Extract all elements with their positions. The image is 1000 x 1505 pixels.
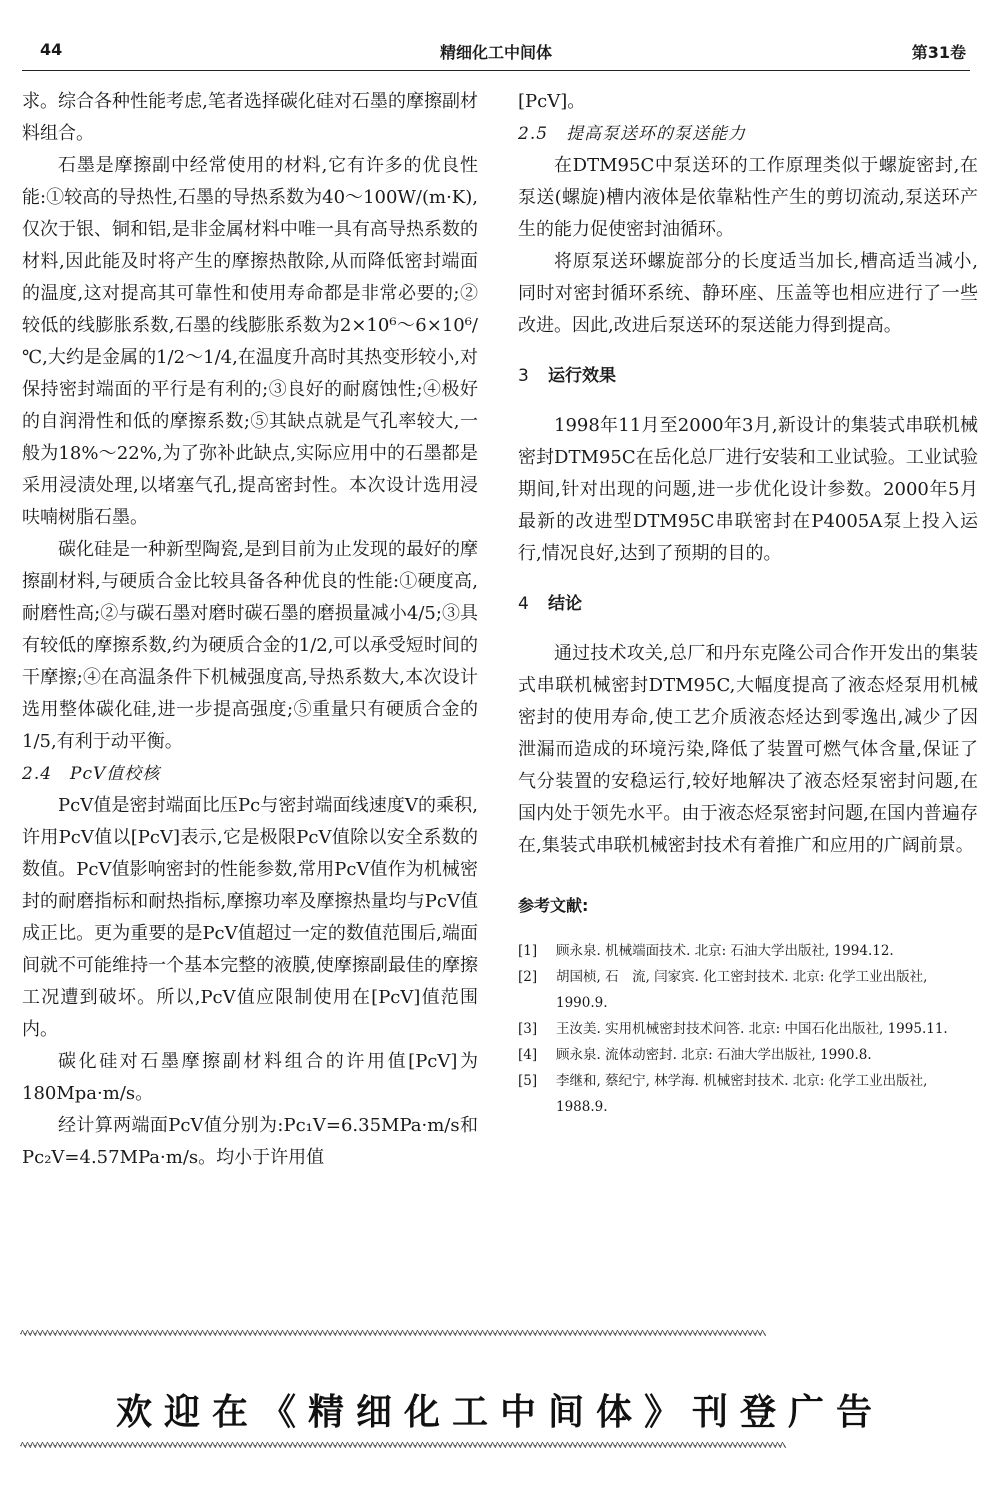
decorative-border-bottom: ﾍﾍﾍﾍﾍﾍﾍﾍﾍﾍﾍﾍﾍﾍﾍﾍﾍﾍﾍﾍﾍﾍﾍﾍﾍﾍﾍﾍﾍﾍﾍﾍﾍﾍﾍﾍﾍﾍﾍﾍﾍﾍﾍﾍﾍﾍﾍﾍﾍﾍﾍﾍﾍﾍﾍﾍﾍﾍﾍﾍﾍﾍﾍﾍﾍﾍﾍﾍﾍﾍﾍﾍﾍﾍﾍﾍﾍﾍﾍﾍﾍﾍﾍﾍﾍﾍﾍﾍﾍﾍﾍﾍﾍﾍﾍﾍﾍﾍﾍﾍﾍﾍﾍﾍﾍﾍﾍﾍﾍﾍﾍﾍﾍﾍﾍﾍﾍﾍﾍﾍﾍﾍﾍﾍﾍﾍﾍﾍﾍﾍﾍﾍﾍﾍﾍﾍﾍﾍﾍﾍﾍﾍﾍﾍﾍﾍﾍﾍﾍﾍﾍﾍﾍ — [20, 1438, 786, 1452]
paragraph-pcv-allowable: 碳化硅对石墨摩擦副材料组合的许用值[PcV]为180Mpa·m/s。 — [22, 1051, 478, 1104]
section-heading-3 — [518, 360, 978, 392]
paragraph-results: 1998年11月至2000年3月,新设计的集装式串联机械密封DTM95C在岳化总厂进行安装和工业试验。工业试验期间,针对出现的问题,进一步优化设计参数。2000年5月最新的改进型DTM95C串联密封在P4005A泵上投入运行,情况良好,达到了预期的目的。 — [518, 415, 978, 564]
volume-label: 第31卷 — [911, 43, 966, 62]
section-number: 3 — [518, 366, 529, 386]
reference-number: [1] — [518, 943, 538, 959]
reference-item — [518, 964, 978, 1016]
running-header — [22, 40, 970, 71]
reference-number: [3] — [518, 1021, 538, 1037]
reference-text: 顾永泉. 机械端面技术. 北京: 石油大学出版社, 1994.12. — [556, 943, 894, 959]
section-title: 运行效果 — [548, 366, 616, 386]
paragraph-silicon-carbide: 碳化硅是一种新型陶瓷,是到目前为止发现的最好的摩擦副材料,与硬质合金比较具备各种优良的性能:①硬度高,耐磨性高;②与碳石墨对磨时碳石墨的磨损量减小4/5;③具有较低的摩擦系数,约为硬质合金的1/2,可以承受短时间的干摩擦;④在高温条件下机械强度高,导热系数大,本次设计选用整体碳化硅,进一步提高强度;⑤重量只有硬质合金的1/5,有利于动平衡。 — [22, 539, 478, 752]
paragraph-pcv-definition: PcV值是密封端面比压Pc与密封端面线速度V的乘积,许用PcV值以[PcV]表示,它是极限PcV值除以安全系数的数值。PcV值影响密封的性能参数,常用PcV值作为机械密封的耐磨指标和耐热指标,摩擦功率及摩擦热量均与PcV值成正比。更为重要的是PcV值超过一定的数值范围后,端面间就不可能维持一个基本完整的液膜,使摩擦副最佳的摩擦工况遭到破坏。所以,PcV值应限制使用在[PcV]值范围内。 — [22, 795, 478, 1040]
paragraph-improvement: 将原泵送环螺旋部分的长度适当加长,槽高适当减小,同时对密封循环系统、静环座、压盖等也相应进行了一些改进。因此,改进后泵送环的泵送能力得到提高。 — [518, 251, 978, 336]
subsection-heading-2-5: 2.5 提高泵送环的泵送能力 — [518, 124, 747, 144]
reference-list — [518, 938, 978, 1120]
reference-item — [518, 938, 978, 964]
reference-text: 胡国桢, 石 流, 闫家宾. 化工密封技术. 北京: 化学工业出版社, 1990.9. — [556, 969, 928, 1011]
reference-item — [518, 1016, 978, 1042]
section-heading-4 — [518, 588, 978, 620]
page-number: 44 — [40, 40, 63, 59]
reference-text: 王汝美. 实用机械密封技术问答. 北京: 中国石化出版社, 1995.11. — [556, 1021, 948, 1037]
reference-item — [518, 1042, 978, 1068]
advertisement-banner: 欢迎在《精细化工中间体》刊登广告 — [115, 1392, 884, 1433]
reference-number: [4] — [518, 1047, 538, 1063]
left-column — [22, 86, 478, 1174]
subsection-heading-2-4: 2.4 PcV值校核 — [22, 764, 161, 784]
section-title: 结论 — [548, 594, 582, 614]
reference-number: [2] — [518, 969, 538, 985]
reference-number: [5] — [518, 1073, 538, 1089]
decorative-border-top: ﾍﾍﾍﾍﾍﾍﾍﾍﾍﾍﾍﾍﾍﾍﾍﾍﾍﾍﾍﾍﾍﾍﾍﾍﾍﾍﾍﾍﾍﾍﾍﾍﾍﾍﾍﾍﾍﾍﾍﾍﾍﾍﾍﾍﾍﾍﾍﾍﾍﾍﾍﾍﾍﾍﾍﾍﾍﾍﾍﾍﾍﾍﾍﾍﾍﾍﾍﾍﾍﾍﾍﾍﾍﾍﾍﾍﾍﾍﾍﾍﾍﾍﾍﾍﾍﾍﾍﾍﾍﾍﾍﾍﾍﾍﾍﾍﾍﾍﾍﾍﾍﾍﾍﾍﾍﾍﾍﾍﾍﾍﾍﾍﾍﾍﾍﾍﾍﾍﾍﾍﾍﾍﾍﾍﾍﾍﾍﾍﾍﾍﾍﾍﾍﾍﾍﾍﾍﾍﾍﾍﾍﾍﾍﾍﾍﾍﾍﾍﾍ — [20, 1326, 766, 1340]
references-heading: 参考文献: — [518, 896, 589, 915]
paragraph-pumping-ring: 在DTM95C中泵送环的工作原理类似于螺旋密封,在泵送(螺旋)槽内液体是依靠粘性产生的剪切流动,泵送环产生的能力促使密封油循环。 — [518, 155, 978, 240]
paragraph-graphite: 石墨是摩擦副中经常使用的材料,它有许多的优良性能:①较高的导热性,石墨的导热系数为40～100W/(m·K),仅次于银、铜和铝,是非金属材料中唯一具有高导热系数的材料,因此能及时将产生的摩擦热散除,从而降低密封端面的温度,这对提高其可靠性和使用寿命都是非常必要的;②较低的线膨胀系数,石墨的线膨胀系数为2×10⁶～6×10⁶/℃,大约是金属的1/2～1/4,在温度升高时其热变形较小,对保持密封端面的平行是有利的;③良好的耐腐蚀性;④极好的自润滑性和低的摩擦系数;⑤其缺点就是气孔率较大,一般为18%～22%,为了弥补此缺点,实际应用中的石墨都是采用浸渍处理,以堵塞气孔,提高密封性。本次设计选用浸呋喃树脂石墨。 — [22, 155, 478, 528]
paragraph-conclusion: 通过技术攻关,总厂和丹东克隆公司合作开发出的集装式串联机械密封DTM95C,大幅度提高了液态烃泵用机械密封的使用寿命,使工艺介质液态烃达到零逸出,减少了因泄漏而造成的环境污染,降低了装置可燃气体含量,保证了气分装置的安稳运行,较好地解决了液态烃泵密封问题,在国内处于领先水平。由于液态烃泵密封问题,在国内普遍存在,集装式串联机械密封技术有着推广和应用的广阔前景。 — [518, 643, 978, 856]
reference-text: 李继和, 蔡纪宁, 林学海. 机械密封技术. 北京: 化学工业出版社, 1988.9. — [556, 1073, 928, 1115]
section-number: 4 — [518, 594, 529, 614]
reference-text: 顾永泉. 流体动密封. 北京: 石油大学出版社, 1990.8. — [556, 1047, 872, 1063]
reference-item — [518, 1068, 978, 1120]
paragraph-continued: [PcV]。 — [518, 91, 586, 112]
paragraph-continued: 求。综合各种性能考虑,笔者选择碳化硅对石墨的摩擦副材料组合。 — [22, 91, 478, 144]
paragraph-pcv-calculated: 经计算两端面PcV值分别为:Pc₁V=6.35MPa·m/s和Pc₂V=4.57MPa·m/s。均小于许用值 — [22, 1115, 478, 1168]
journal-title: 精细化工中间体 — [439, 43, 552, 62]
right-column — [518, 86, 978, 1120]
